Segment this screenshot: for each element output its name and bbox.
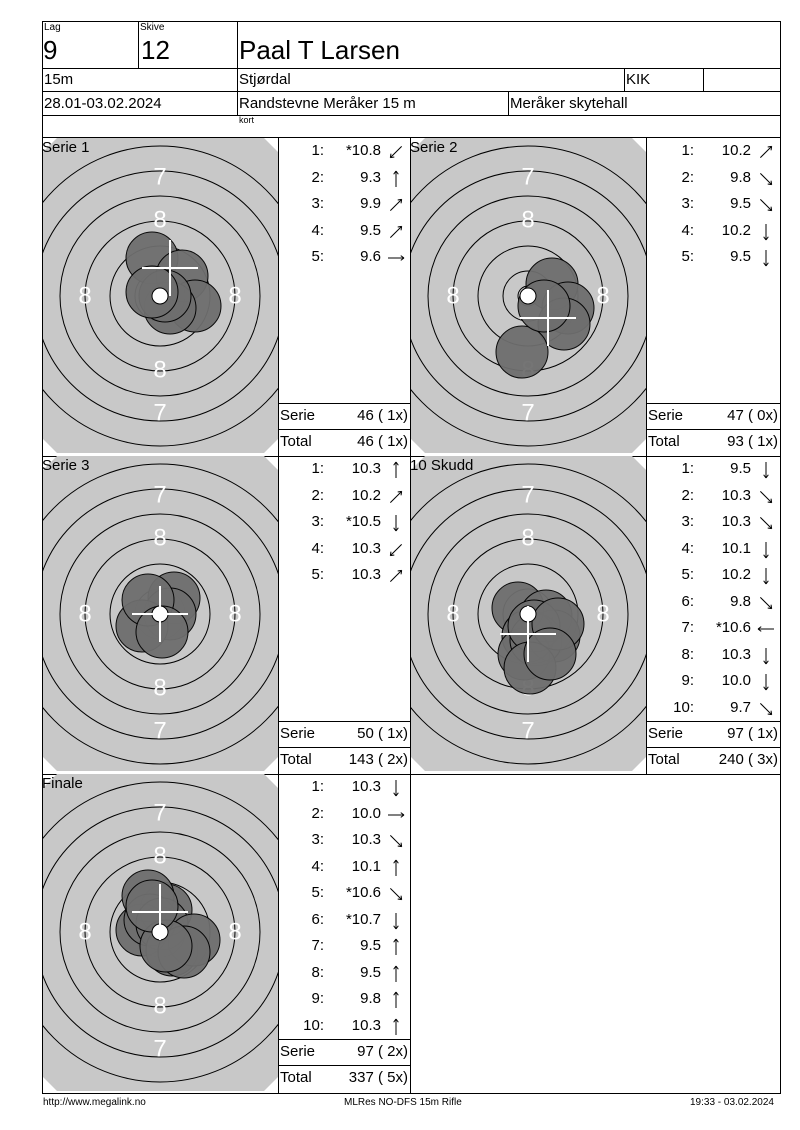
direction-arrow-icon	[386, 832, 406, 854]
direction-arrow-icon	[756, 620, 776, 642]
ring-label-8: 8	[153, 356, 167, 384]
direction-arrow-icon	[386, 249, 406, 271]
total-label: Total	[280, 433, 312, 450]
shot-number: 3:	[311, 513, 324, 530]
shot-number: 5:	[681, 566, 694, 583]
shot-score: 10.3	[351, 778, 381, 795]
target-4	[411, 456, 646, 771]
shot-score: *10.7	[345, 910, 381, 928]
ring-label-8: 8	[228, 282, 242, 310]
shot-number: 3:	[311, 195, 324, 212]
ring-label-7: 7	[153, 481, 167, 509]
panel-title: Serie 2	[410, 139, 458, 156]
shot-row	[647, 540, 780, 566]
shot-number: 5:	[311, 248, 324, 265]
shot-number: 2:	[311, 168, 324, 186]
target-1	[43, 138, 278, 453]
serie-value: 50 ( 1x)	[357, 725, 408, 742]
shot-row	[279, 911, 410, 937]
direction-arrow-icon	[756, 673, 776, 695]
ring-label-8: 8	[153, 524, 167, 552]
shot-score: *10.5	[345, 513, 381, 530]
shot-row	[279, 540, 410, 566]
shot-row	[647, 646, 780, 672]
shot-score: 9.5	[360, 963, 381, 981]
shot-score: 10.0	[351, 804, 381, 822]
shot-score: 10.3	[351, 539, 381, 557]
shot-row	[647, 248, 780, 274]
shot-number: 3:	[681, 513, 694, 530]
direction-arrow-icon	[756, 196, 776, 218]
shot-score: 10.3	[351, 566, 381, 583]
shot-number: 1:	[311, 778, 324, 795]
shot-score: 10.2	[721, 221, 751, 239]
shot-number: 6:	[681, 592, 694, 610]
shot-row	[279, 460, 410, 486]
direction-arrow-icon	[386, 991, 406, 1013]
total-value: 93 ( 1x)	[727, 433, 778, 450]
shot-row	[279, 858, 410, 884]
total-value: 337 ( 5x)	[348, 1069, 408, 1086]
shot-number: 1:	[311, 142, 324, 159]
ring-label-8: 8	[596, 600, 610, 628]
shot-number: 8:	[311, 963, 324, 981]
shot-row	[279, 195, 410, 221]
total-value: 143 ( 2x)	[348, 751, 408, 768]
direction-arrow-icon	[386, 859, 406, 881]
shot-score: 10.3	[351, 460, 381, 477]
direction-arrow-icon	[386, 541, 406, 563]
serie-label: Serie	[280, 1043, 316, 1060]
shot-score: 9.8	[360, 990, 381, 1007]
shot-score: 10.1	[351, 857, 381, 875]
direction-arrow-icon	[756, 488, 776, 510]
shot-number: 3:	[681, 195, 694, 212]
direction-arrow-icon	[386, 143, 406, 165]
shot-number: 3:	[311, 831, 324, 848]
shot-score: 9.8	[730, 168, 751, 186]
lag-value: 9	[43, 35, 58, 65]
direction-arrow-icon	[756, 700, 776, 722]
shot-row	[647, 699, 780, 725]
shot-number: 4:	[681, 539, 694, 557]
shooter-name: Paal T Larsen	[239, 35, 400, 65]
direction-arrow-icon	[756, 567, 776, 589]
event-name: Randstevne Meråker 15 m	[239, 95, 416, 112]
shot-score: 10.2	[721, 142, 751, 159]
class-label: 15m	[44, 71, 74, 88]
note-text: kort	[239, 115, 255, 125]
shot-row	[279, 964, 410, 990]
shot-score: 10.3	[721, 486, 751, 504]
direction-arrow-icon	[386, 779, 406, 801]
shot-number: 7:	[681, 619, 694, 636]
ring-label-8: 8	[596, 282, 610, 310]
serie-value: 46 ( 1x)	[357, 407, 408, 424]
shot-hole	[496, 326, 548, 378]
direction-arrow-icon	[756, 170, 776, 192]
panel-title: Serie 1	[42, 139, 90, 156]
shot-hole	[126, 880, 178, 932]
ring-label-7: 7	[153, 1035, 167, 1063]
direction-arrow-icon	[756, 594, 776, 616]
serie-label: Serie	[280, 407, 316, 424]
shot-number: 2:	[311, 804, 324, 822]
shot-number: 10:	[673, 698, 694, 716]
shot-number: 1:	[311, 460, 324, 477]
ring-label-8: 8	[521, 206, 535, 234]
ring-label-7: 7	[153, 399, 167, 427]
serie-value: 97 ( 2x)	[357, 1043, 408, 1060]
direction-arrow-icon	[756, 541, 776, 563]
lag-label: Lag	[44, 22, 61, 33]
serie-value: 47 ( 0x)	[727, 407, 778, 424]
total-value: 46 ( 1x)	[357, 433, 408, 450]
panel-title: Serie 3	[42, 457, 90, 474]
shot-number: 4:	[311, 857, 324, 875]
direction-arrow-icon	[386, 170, 406, 192]
shot-number: 5:	[311, 566, 324, 583]
shot-hole	[524, 628, 576, 680]
direction-arrow-icon	[756, 647, 776, 669]
shot-row	[647, 619, 780, 645]
shot-number: 4:	[311, 539, 324, 557]
ring-label-8: 8	[153, 674, 167, 702]
direction-arrow-icon	[386, 885, 406, 907]
shot-score: 9.5	[360, 937, 381, 954]
ring-label-8: 8	[153, 992, 167, 1020]
ring-label-7: 7	[153, 717, 167, 745]
shot-row	[647, 566, 780, 592]
shot-score: *10.6	[715, 619, 751, 636]
target-2	[411, 138, 646, 453]
event-dates: 28.01-03.02.2024	[44, 95, 162, 112]
shot-score: 9.3	[360, 168, 381, 186]
shot-score: 9.5	[730, 460, 751, 477]
target-3	[43, 456, 278, 771]
shot-score: 10.2	[721, 566, 751, 583]
shot-number: 4:	[681, 221, 694, 239]
shot-row	[647, 460, 780, 486]
direction-arrow-icon	[756, 143, 776, 165]
venue-name: Meråker skytehall	[510, 95, 628, 112]
shot-row	[279, 990, 410, 1016]
ring-label-8: 8	[153, 842, 167, 870]
shot-score: 10.1	[721, 539, 751, 557]
panel-title: Finale	[42, 775, 83, 792]
ring-label-8: 8	[228, 600, 242, 628]
shot-number: 1:	[681, 142, 694, 159]
shot-score: 9.5	[360, 221, 381, 239]
shot-score: 10.2	[351, 486, 381, 504]
total-label: Total	[648, 433, 680, 450]
shot-number: 7:	[311, 937, 324, 954]
shot-row	[647, 142, 780, 168]
ring-label-8: 8	[78, 600, 92, 628]
shot-score: *10.6	[345, 884, 381, 901]
ring-label-8: 8	[78, 282, 92, 310]
club-name: Stjørdal	[239, 71, 291, 88]
ring-label-7: 7	[153, 799, 167, 827]
direction-arrow-icon	[386, 938, 406, 960]
shot-number: 9:	[681, 672, 694, 689]
shot-number: 10:	[303, 1016, 324, 1034]
direction-arrow-icon	[386, 461, 406, 483]
shot-number: 9:	[311, 990, 324, 1007]
shot-row	[279, 222, 410, 248]
ring-label-8: 8	[228, 918, 242, 946]
footer-program: MLRes NO-DFS 15m Rifle	[344, 1097, 462, 1108]
shot-row	[279, 566, 410, 592]
shot-score: 10.3	[351, 1016, 381, 1034]
shot-row	[279, 831, 410, 857]
shot-row	[279, 513, 410, 539]
shot-score: 10.3	[721, 645, 751, 663]
club-code: KIK	[626, 71, 651, 88]
shot-number: 8:	[681, 645, 694, 663]
shot-score: *10.8	[345, 142, 381, 159]
shot-row	[279, 248, 410, 274]
shot-row	[279, 937, 410, 963]
total-label: Total	[280, 751, 312, 768]
shot-row	[647, 487, 780, 513]
shot-score: 9.8	[730, 592, 751, 610]
shot-number: 2:	[681, 486, 694, 504]
shot-number: 6:	[311, 910, 324, 928]
ring-label-8: 8	[446, 282, 460, 310]
shot-score: 9.6	[360, 248, 381, 265]
shot-row	[647, 672, 780, 698]
direction-arrow-icon	[756, 249, 776, 271]
shot-row	[647, 513, 780, 539]
direction-arrow-icon	[386, 196, 406, 218]
shot-number: 1:	[681, 460, 694, 477]
shot-row	[279, 778, 410, 804]
shot-row	[279, 1017, 410, 1043]
shot-row	[647, 195, 780, 221]
direction-arrow-icon	[386, 567, 406, 589]
ring-label-7: 7	[521, 717, 535, 745]
serie-label: Serie	[280, 725, 316, 742]
shot-row	[647, 169, 780, 195]
ring-label-7: 7	[153, 163, 167, 191]
direction-arrow-icon	[386, 514, 406, 536]
shot-row	[279, 142, 410, 168]
ring-label-7: 7	[521, 481, 535, 509]
direction-arrow-icon	[386, 965, 406, 987]
shot-row	[647, 593, 780, 619]
shot-number: 2:	[311, 486, 324, 504]
footer-timestamp: 19:33 - 03.02.2024	[690, 1097, 774, 1108]
shot-number: 5:	[681, 248, 694, 265]
target-5	[43, 774, 278, 1091]
ring-label-7: 7	[521, 163, 535, 191]
total-value: 240 ( 3x)	[718, 751, 778, 768]
direction-arrow-icon	[756, 461, 776, 483]
shot-score: 10.0	[721, 672, 751, 689]
shot-row	[647, 222, 780, 248]
ring-label-7: 7	[521, 399, 535, 427]
total-label: Total	[280, 1069, 312, 1086]
skive-value: 12	[141, 35, 170, 65]
serie-label: Serie	[648, 725, 684, 742]
shot-number: 2:	[681, 168, 694, 186]
panel-title: 10 Skudd	[410, 457, 474, 474]
shot-score: 9.5	[730, 248, 751, 265]
shot-score: 10.3	[721, 513, 751, 530]
direction-arrow-icon	[386, 806, 406, 828]
footer-url: http://www.megalink.no	[43, 1097, 146, 1108]
serie-value: 97 ( 1x)	[727, 725, 778, 742]
serie-label: Serie	[648, 407, 684, 424]
shot-score: 9.7	[730, 698, 751, 716]
direction-arrow-icon	[386, 223, 406, 245]
ring-label-8: 8	[153, 206, 167, 234]
direction-arrow-icon	[386, 912, 406, 934]
shot-score: 9.9	[360, 195, 381, 212]
shot-score: 9.5	[730, 195, 751, 212]
direction-arrow-icon	[386, 1018, 406, 1040]
shot-number: 5:	[311, 884, 324, 901]
shot-row	[279, 487, 410, 513]
direction-arrow-icon	[756, 223, 776, 245]
ring-label-8: 8	[446, 600, 460, 628]
shot-row	[279, 169, 410, 195]
direction-arrow-icon	[386, 488, 406, 510]
shot-row	[279, 884, 410, 910]
ring-label-8: 8	[521, 524, 535, 552]
shot-number: 4:	[311, 221, 324, 239]
direction-arrow-icon	[756, 514, 776, 536]
shot-score: 10.3	[351, 831, 381, 848]
ring-label-8: 8	[78, 918, 92, 946]
shot-row	[279, 805, 410, 831]
total-label: Total	[648, 751, 680, 768]
skive-label: Skive	[140, 22, 165, 33]
